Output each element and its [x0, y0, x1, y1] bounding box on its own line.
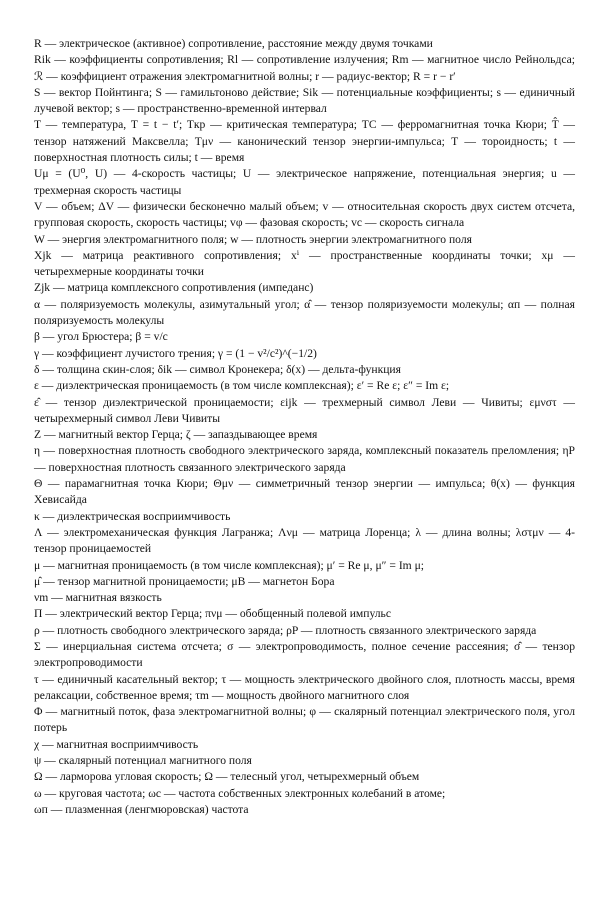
entry-epsilon: ε — диэлектрическая проницаемость (в том числе комплексная); ε′ = Re ε; ε″ = Im ε;	[34, 379, 450, 393]
entry-alpha: α — поляризуемость молекулы, азимутальный угол; α̂ — тензор поляризуемости молекулы; αп — полная поляризуемость молекулы	[34, 297, 575, 328]
entry-eta: η — поверхностная плотность свободного электрического заряда, комплексный показатель преломления; ηP — поверхностная плотность связанного электрического заряда	[34, 444, 575, 474]
entry-Phi: Φ — магнитный поток, фаза электромагнитной волны; φ — скалярный потенциал электрического поля, угол потерь	[34, 705, 575, 735]
entry-rho: ρ — плотность свободного электрического заряда; ρP — плотность связанного электрического заряда	[34, 623, 537, 637]
entry-R: R — электрическое (активное) сопротивление, расстояние между двумя точками	[34, 37, 433, 50]
entry-Omega: Ω — ларморова угловая скорость; Ω — телесный угол, четырехмерный объем	[34, 770, 420, 784]
entry-U: Uμ = (U⁰, U) — 4-скорость частицы; U — электрическое напряжение, потенциальная энергия; u — трехмерная скорость частицы	[34, 167, 575, 197]
entry-nu: νm — магнитная вязкость	[34, 591, 162, 605]
entry-delta: δ — толщина скин-слоя; δik — символ Кронекера; δ(x) — дельта-функция	[34, 362, 401, 376]
entry-sigma: Σ — инерциальная система отсчета; σ — электропроводимость, полное сечение рассеяния; σ̂ — тензор электропроводимости	[34, 639, 575, 670]
entry-T: T — температура, T = t − t′; Tкр — критическая температура; TC — ферромагнитная точка Кюри; T̂ — тензор натяжений Максвелла; Tμν — канонический тензор энергии-импульса; T — тороидность; t — поверхностная плотность силы; t — время	[34, 118, 575, 165]
entry-psi: ψ — скалярный потенциал магнитного поля	[34, 754, 252, 768]
entry-V: V — объем; ΔV — физически бесконечно малый объем; v — относительная скорость двух систем отсчета, групповая скорость, скорость частицы; vφ — фазовая скорость; vс — скорость сигнала	[34, 199, 575, 230]
entry-W: W — энергия электромагнитного поля; w — плотность энергии электромагнитного поля	[34, 232, 472, 246]
entry-Z-hertz: Z — магнитный вектор Герца; ζ — запаздывающее время	[34, 428, 318, 442]
entry-mu: μ — магнитная проницаемость (в том числе комплексная); μ′ = Re μ, μ″ = Im μ;	[34, 558, 425, 572]
entry-mu-tensor: μ̂ — тензор магнитной проницаемости; μB — магнетон Бора	[34, 574, 335, 588]
entry-S: S — вектор Пойнтинга; S — гамильтоново действие; Sik — потенциальные коэффициенты; s — единичный лучевой вектор; s — пространственно-временной интервал	[34, 85, 575, 116]
entry-kappa: κ — диэлектрическая восприимчивость	[34, 509, 231, 523]
entry-beta: β — угол Брюстера; β = v/c	[34, 330, 168, 344]
entry-Pi: Π — электрический вектор Герца; πνμ — обобщенный полевой импульс	[34, 607, 391, 621]
entry-tau: τ — единичный касательный вектор; τ — мощность электрического двойного слоя, плотность массы, время релаксации, собственное время; τm — мощность двойного магнитного слоя	[34, 672, 575, 702]
entry-lambda: Λ — электромеханическая функция Лагранжа; Λνμ — матрица Лоренца; λ — длина волны; λστμν — 4-тензор проницаемостей	[34, 525, 575, 556]
entry-omega: ω — круговая частота; ωс — частота собственных электронных колебаний в атоме;	[34, 786, 446, 800]
symbol-list	[34, 36, 575, 818]
entry-omega-p: ωп — плазменная (ленгмюровская) частота	[34, 802, 249, 816]
entry-theta: Θ — парамагнитная точка Кюри; Θμν — симметричный тензор энергии — импульса; θ(x) — функция Хевисайда	[34, 477, 575, 507]
entry-Rik: Rik — коэффициенты сопротивления; Rl — сопротивление излучения; Rm — магнитное число Рейнольдса; ℛ — коэффициент отражения электромагнитной волны; r — радиус-вектор; R = r − r′	[34, 53, 575, 83]
entry-gamma: γ — коэффициент лучистого трения; γ = (1 − v²/c²)^(−1/2)	[34, 346, 317, 360]
entry-Z: Zjk — матрица комплексного сопротивления (импеданс)	[34, 281, 314, 295]
entry-epsilon-tensor: ε̂ — тензор диэлектрической проницаемости; εijk — трехмерный символ Леви — Чивиты; εμνστ — четырехмерный символ Леви Чивиты	[34, 395, 575, 425]
entry-chi: χ — магнитная восприимчивость	[34, 737, 199, 751]
entry-X: Xjk — матрица реактивного сопротивления; xⁱ — пространственные координаты точки; xμ — четырехмерные координаты точки	[34, 248, 575, 279]
